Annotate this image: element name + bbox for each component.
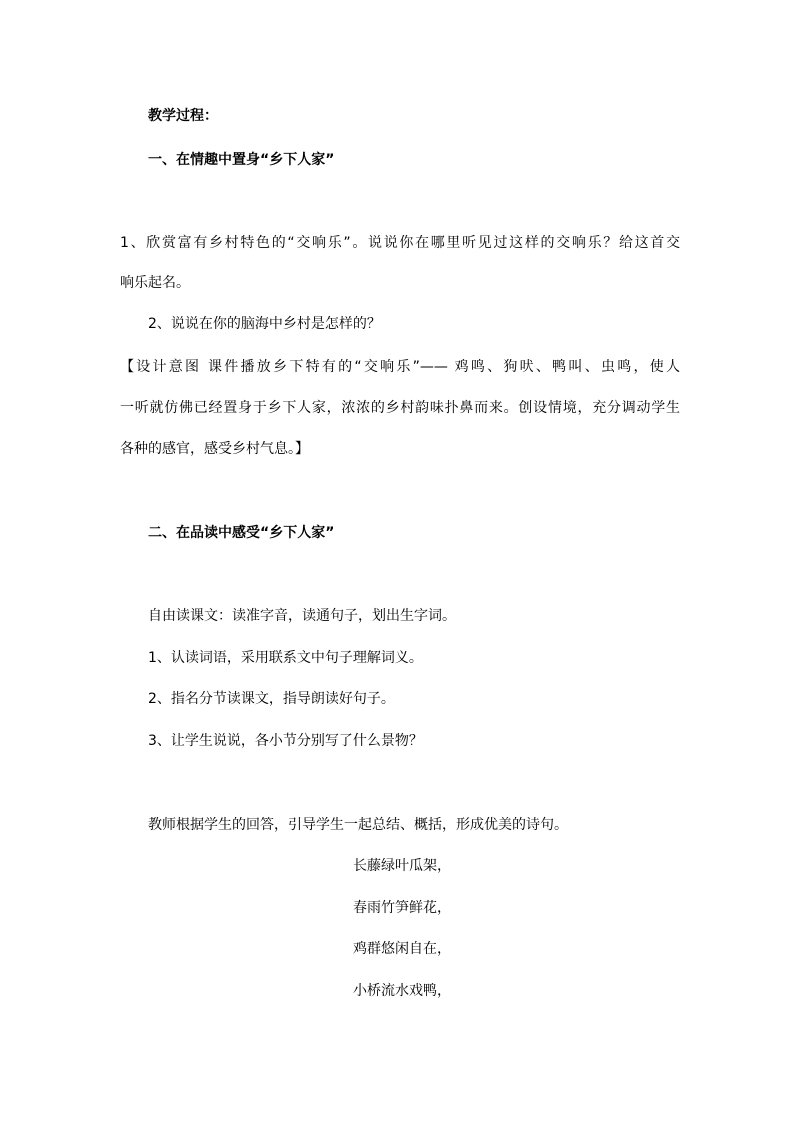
teacher-summary-line: 教师根据学生的回答，引导学生一起总结、概括，形成优美的诗句。: [148, 817, 568, 833]
design-intent-line-1: 【设计意图 课件播放乡下特有的“交响乐”—— 鸡鸣、狗吠、鸭叫、虫鸣，使人: [120, 359, 680, 375]
section-1-title: 一、在情趣中置身“乡下人家”: [148, 152, 335, 168]
poem-line-1: 长藤绿叶瓜架，: [353, 858, 451, 874]
poem-line-3: 鸡群悠闲自在，: [353, 941, 451, 957]
section-1-item-2: 2、说说在你的脑海中乡村是怎样的？: [148, 316, 381, 332]
section-2-item-3: 3、让学生说说，各小节分别写了什么景物？: [148, 733, 423, 749]
poem-line-2: 春雨竹笋鲜花，: [353, 900, 451, 916]
lesson-heading: 教学过程：: [148, 108, 218, 124]
design-intent-line-3: 各种的感官，感受乡村气息。】: [120, 441, 309, 457]
section-1-item-1-line-1: 1、欣赏富有乡村特色的“交响乐”。说说你在哪里听见过这样的交响乐？给这首交: [120, 235, 680, 251]
poem-line-4: 小桥流水戏鸭，: [353, 983, 451, 999]
section-2-title: 二、在品读中感受“乡下人家”: [148, 525, 335, 541]
section-2-item-2: 2、指名分节读课文，指导朗读好句子。: [148, 691, 395, 707]
design-intent-line-2: 一听就仿佛已经置身于乡下人家，浓浓的乡村韵味扑鼻而来。创设情境，充分调动学生: [120, 400, 680, 416]
free-reading-instruction: 自由读课文：读准字音，读通句子，划出生字词。: [148, 608, 456, 624]
section-2-item-1: 1、认读词语，采用联系文中句子理解词义。: [148, 650, 423, 666]
section-1-item-1-line-2: 响乐起名。: [120, 275, 190, 291]
